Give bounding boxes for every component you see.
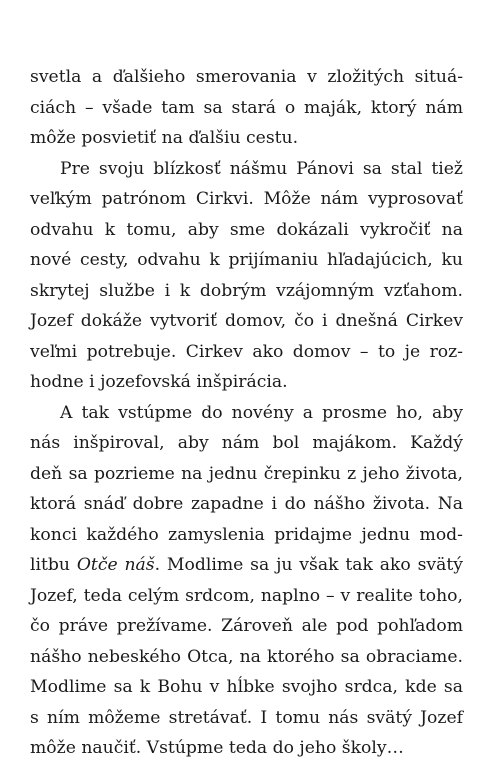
- text-line: veľkým patrónom Cirkvi. Môže nám vyprosovať: [30, 189, 463, 209]
- text-line: nové cesty, odvahu k prijímaniu hľadajúcich, ku: [30, 250, 463, 270]
- text-fragment: litbu: [30, 555, 77, 575]
- text-line: A tak vstúpme do novény a prosme ho, aby: [60, 402, 463, 423]
- text-line: môže posvietiť na ďalšiu cestu.: [30, 128, 299, 148]
- text-fragment: . Modlime sa ju však tak ako svätý: [154, 555, 463, 575]
- text-line-with-italic: [30, 550, 463, 581]
- text-line: ciách – všade tam sa stará o maják, ktorý nám: [30, 97, 463, 118]
- text-line: Modlime sa k Bohu v hĺbke svojho srdca, kde sa: [30, 677, 463, 697]
- text-line: čo práve prežívame. Zároveň ale pod pohľadom: [30, 616, 463, 636]
- text-line: deň sa pozrieme na jednu črepinku z jeho života,: [30, 463, 463, 484]
- text-line: môže naučiť. Vstúpme teda do jeho školy…: [30, 738, 404, 758]
- text-line: skrytej službe i k dobrým vzájomným vzťahom.: [30, 280, 463, 301]
- text-line: odvahu k tomu, aby sme dokázali vykročiť na: [30, 219, 463, 240]
- text-line: Pre svoju blízkosť nášmu Pánovi sa stal tiež: [60, 158, 463, 179]
- text-line: hodne i jozefovská inšpirácia.: [30, 372, 288, 392]
- text-line: s ním môžeme stretávať. I tomu nás svätý Jozef: [30, 707, 463, 728]
- text-line: svetla a ďalšieho smerovania v zložitých situá-: [30, 67, 463, 87]
- text-line: nás inšpiroval, aby nám bol majákom. Každý: [30, 433, 463, 453]
- text-line: Jozef dokáže vytvoriť domov, čo i dnešná Cirkev: [30, 311, 463, 331]
- text-line: nášho nebeského Otca, na ktorého sa obraciame.: [30, 646, 463, 667]
- body-text: [30, 62, 463, 764]
- text-line: ktorá snáď dobre zapadne i do nášho života. Na: [30, 494, 463, 514]
- text-line: konci každého zamyslenia pridajme jednu mod-: [30, 524, 463, 545]
- text-line: Jozef, teda celým srdcom, naplno – v realite toho,: [30, 585, 463, 606]
- text-line: veľmi potrebuje. Cirkev ako domov – to je roz-: [30, 341, 463, 362]
- prayer-title: Otče náš: [76, 555, 155, 575]
